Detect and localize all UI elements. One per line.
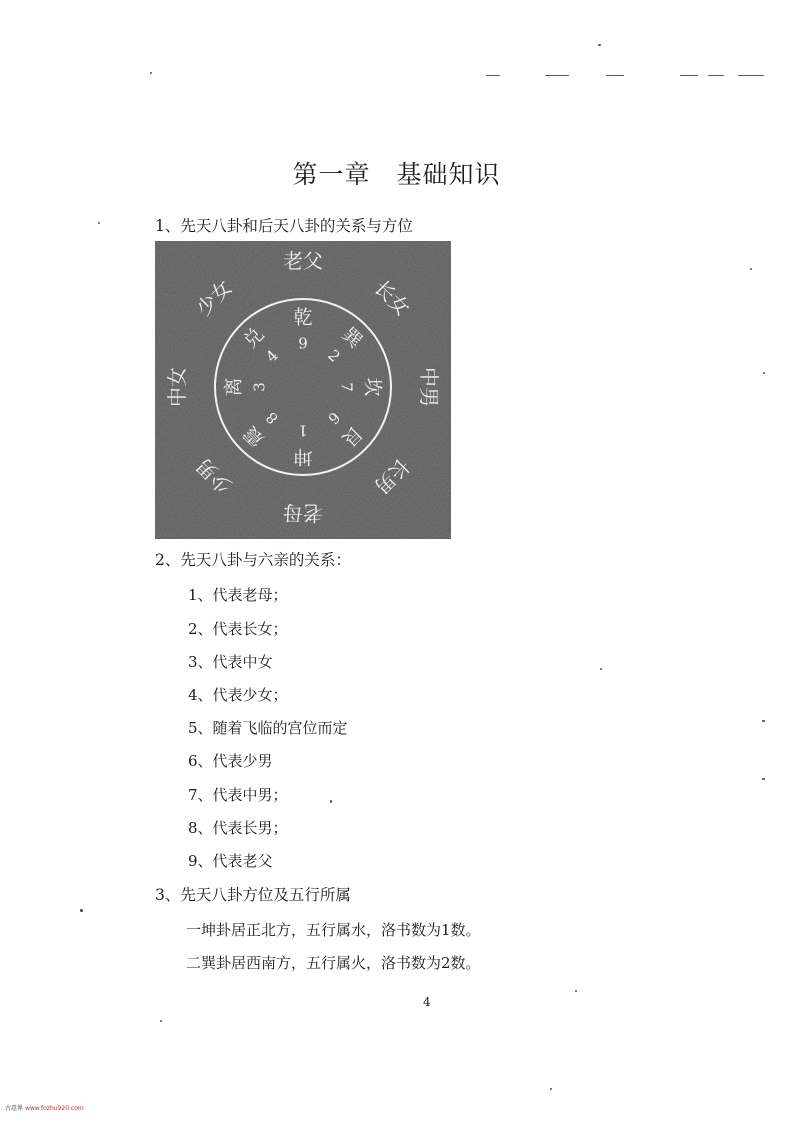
diagram-trigram-label: 兑: [239, 323, 269, 353]
diagram-number-label: 3: [250, 382, 269, 392]
footer-url: www.fozhu920.com: [24, 1105, 84, 1112]
diagram-trigram-label: 艮: [337, 421, 367, 451]
diagram-rim-label: 少女: [191, 275, 237, 321]
diagram-rim-label: 老母: [283, 501, 323, 525]
chapter-label: 第一章: [292, 160, 371, 189]
diagram-rim-label: 长男: [369, 453, 415, 499]
section-2-heading: 2、先天八卦与六亲的关系：: [155, 551, 351, 569]
diagram-trigram-label: 离: [222, 377, 245, 397]
diagram-trigram-label: 巽: [337, 323, 367, 353]
diagram-number-label: 9: [298, 334, 308, 353]
list-item: 2、代表长女；: [188, 620, 288, 638]
diagram-number-label: 4: [262, 346, 282, 366]
list-item: 1、代表老母；: [188, 586, 288, 604]
list-item: 5、随着飞临的宫位而定: [188, 719, 348, 737]
footer-brand: 古意界: [5, 1105, 24, 1112]
section-1-heading: 1、先天八卦和后天八卦的关系与方位: [155, 217, 413, 235]
diagram-rim-label: 中男: [417, 367, 441, 407]
diagram-trigram-label: 乾: [293, 306, 313, 329]
list-item: 3、代表中女: [188, 653, 273, 671]
paragraph: 二巽卦居西南方，五行属火，洛书数为2数。: [186, 954, 481, 972]
diagram-trigram-label: 坎: [361, 377, 384, 397]
bagua-diagram: [155, 241, 451, 539]
list-item: 7、代表中男；: [188, 786, 288, 804]
diagram-number-label: 1: [298, 421, 308, 440]
list-item: 4、代表少女；: [188, 686, 288, 704]
diagram-number-label: 8: [262, 408, 282, 428]
page-number: 4: [423, 995, 431, 1009]
diagram-trigram-label: 坤: [293, 445, 313, 468]
list-item: 8、代表长男；: [188, 819, 288, 837]
diagram-number-label: 2: [324, 346, 344, 366]
diagram-rim-label: 长女: [369, 275, 415, 321]
bagua-diagram-svg: [155, 241, 451, 539]
list-item: 6、代表少男: [188, 752, 273, 770]
paragraph: 一坤卦居正北方，五行属水，洛书数为1数。: [186, 921, 481, 939]
section-3-heading: 3、先天八卦方位及五行所属: [155, 886, 351, 904]
diagram-rim-label: 少男: [191, 453, 237, 499]
diagram-number-label: 6: [324, 408, 344, 428]
diagram-rim-label: 中女: [165, 367, 189, 407]
footer-watermark: [5, 1103, 84, 1112]
list-item: 9、代表老父: [188, 852, 273, 870]
chapter-title: [0, 155, 793, 191]
diagram-texture: [155, 241, 451, 539]
diagram-number-label: 7: [337, 382, 356, 392]
diagram-trigram-label: 震: [239, 421, 269, 451]
chapter-name: 基础知识: [396, 160, 501, 189]
diagram-rim-label: 老父: [283, 249, 323, 273]
